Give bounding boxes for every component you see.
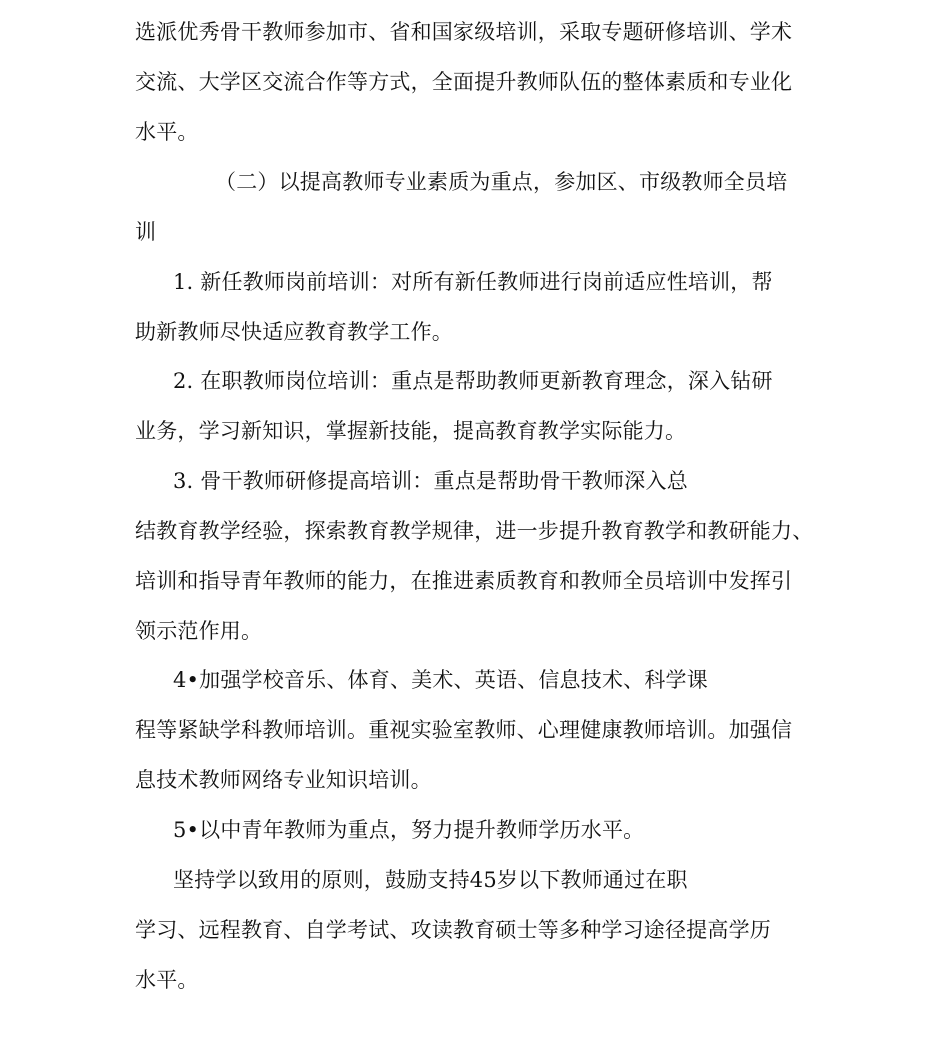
paragraph-line: 交流、大学区交流合作等方式，全面提升教师队伍的整体素质和专业化 — [135, 70, 793, 94]
paragraph-line: 水平。 — [135, 120, 199, 144]
paragraph-line: 选派优秀骨干教师参加市、省和国家级培训，采取专题研修培训、学术 — [135, 20, 793, 44]
list-item-line: 5•以中青年教师为重点，努力提升教师学历水平。 — [173, 818, 645, 842]
list-item-line: 培训和指导青年教师的能力，在推进素质教育和教师全员培训中发挥引 — [135, 569, 793, 593]
list-item-line: 4•加强学校音乐、体育、美术、英语、信息技术、科学课 — [173, 668, 708, 692]
paragraph-line: 水平。 — [135, 968, 199, 992]
section-heading-line: （二）以提高教师专业素质为重点，参加区、市级教师全员培 — [215, 170, 788, 194]
list-item-line: 息技术教师网络专业知识培训。 — [135, 768, 432, 792]
list-item-line: 程等紧缺学科教师培训。重视实验室教师、心理健康教师培训。加强信 — [135, 718, 793, 742]
list-item-line: 1. 新任教师岗前培训：对所有新任教师进行岗前适应性培训，帮 — [173, 270, 773, 294]
list-item-line: 业务，学习新知识，掌握新技能，提高教育教学实际能力。 — [135, 419, 687, 443]
list-item-line: 结教育教学经验，探索教育教学规律，进一步提升教育教学和教研能力、 — [135, 519, 814, 543]
section-heading-line: 训 — [135, 220, 157, 244]
list-item-line: 2. 在职教师岗位培训：重点是帮助教师更新教育理念，深入钻研 — [173, 369, 773, 393]
list-item-line: 3. 骨干教师研修提高培训：重点是帮助骨干教师深入总 — [173, 469, 688, 493]
paragraph-line: 坚持学以致用的原则，鼓励支持45岁以下教师通过在职 — [173, 868, 688, 892]
list-item-line: 领示范作用。 — [135, 619, 263, 643]
list-item-line: 助新教师尽快适应教育教学工作。 — [135, 320, 453, 344]
paragraph-line: 学习、远程教育、自学考试、攻读教育硕士等多种学习途径提高学历 — [135, 918, 771, 942]
